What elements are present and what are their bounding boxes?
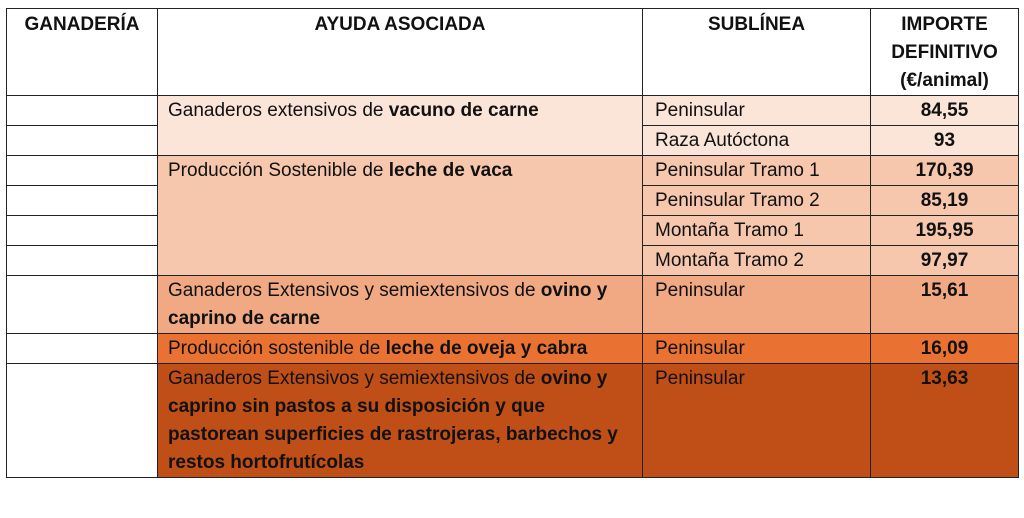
sublinea-cell: Peninsular xyxy=(643,334,871,364)
ganaderia-cell xyxy=(7,156,158,186)
sublinea-cell: Peninsular Tramo 2 xyxy=(643,186,871,216)
ayudas-table xyxy=(6,8,1019,478)
ganaderia-cell xyxy=(7,126,158,156)
table-row xyxy=(7,156,1019,186)
importe-cell: 85,19 xyxy=(871,186,1019,216)
ayuda-text: Ganaderos Extensivos y semiextensivos de xyxy=(168,368,541,389)
header-importe-line2: DEFINITIVO xyxy=(891,42,998,63)
importe-cell: 170,39 xyxy=(871,156,1019,186)
table-row xyxy=(7,364,1019,478)
importe-cell: 16,09 xyxy=(871,334,1019,364)
ayuda-text-bold: vacuno de carne xyxy=(388,100,539,121)
sublinea-cell: Peninsular xyxy=(643,96,871,126)
ayuda-text: Producción Sostenible de xyxy=(168,160,389,181)
ayuda-cell-leche-vaca xyxy=(158,156,643,276)
ganaderia-cell xyxy=(7,276,158,334)
ayuda-cell-vacuno-carne xyxy=(158,96,643,156)
ganaderia-cell xyxy=(7,186,158,216)
ganaderia-cell xyxy=(7,96,158,126)
ayuda-cell-leche-oveja-cabra xyxy=(158,334,643,364)
importe-cell: 195,95 xyxy=(871,216,1019,246)
ayuda-text-bold: ovino y caprino sin pastos a su disposición y que pastorean superficies de rastrojeras, barbechos y restos hortofrutícolas xyxy=(168,368,618,473)
header-importe xyxy=(871,9,1019,96)
header-sublinea: SUBLÍNEA xyxy=(643,9,871,96)
header-row xyxy=(7,9,1019,96)
table-row xyxy=(7,276,1019,334)
ayuda-text: Ganaderos Extensivos y semiextensivos de xyxy=(168,280,541,301)
ayuda-cell-ovino-caprino-carne xyxy=(158,276,643,334)
importe-cell: 97,97 xyxy=(871,246,1019,276)
table-row xyxy=(7,334,1019,364)
importe-cell: 84,55 xyxy=(871,96,1019,126)
ayuda-text-bold: ovino y caprino de carne xyxy=(168,280,608,329)
ayuda-text-bold: leche de oveja y cabra xyxy=(385,338,588,359)
sublinea-cell: Montaña Tramo 2 xyxy=(643,246,871,276)
ganaderia-cell xyxy=(7,364,158,478)
sublinea-cell: Montaña Tramo 1 xyxy=(643,216,871,246)
importe-cell: 13,63 xyxy=(871,364,1019,478)
header-importe-line3: (€/animal) xyxy=(900,70,989,91)
ayuda-text: Producción sostenible de xyxy=(168,338,386,359)
importe-cell: 15,61 xyxy=(871,276,1019,334)
table-row xyxy=(7,96,1019,126)
ganaderia-cell xyxy=(7,246,158,276)
sublinea-cell: Peninsular Tramo 1 xyxy=(643,156,871,186)
ayuda-text: Ganaderos extensivos de xyxy=(168,100,389,121)
ayuda-text-bold: leche de vaca xyxy=(388,160,513,181)
sublinea-cell: Peninsular xyxy=(643,276,871,334)
sublinea-cell: Peninsular xyxy=(643,364,871,478)
ganaderia-cell xyxy=(7,216,158,246)
sublinea-cell: Raza Autóctona xyxy=(643,126,871,156)
ayuda-cell-ovino-caprino-sin-pastos xyxy=(158,364,643,478)
ganaderia-cell xyxy=(7,334,158,364)
header-ganaderia: GANADERÍA xyxy=(7,9,158,96)
header-ayuda-asociada: AYUDA ASOCIADA xyxy=(158,9,643,96)
importe-cell: 93 xyxy=(871,126,1019,156)
header-importe-line1: IMPORTE xyxy=(901,14,988,35)
